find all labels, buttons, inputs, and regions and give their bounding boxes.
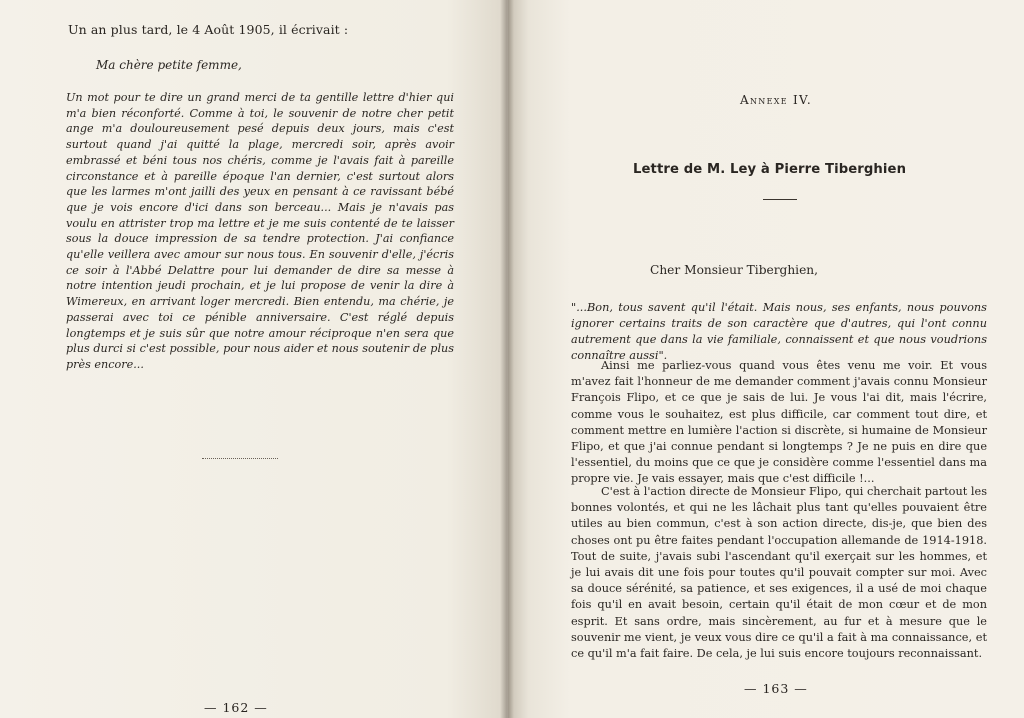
intro-line: Un an plus tard, le 4 Août 1905, il écrivait : (68, 22, 349, 37)
letter-title: Lettre de M. Ley à Pierre Tiberghien (633, 162, 907, 177)
quote-paragraph: "...Bon, tous savent qu'il l'était. Mais nous, ses enfants, nous pouvons ignorer certains traits de son caractère que d'autres, qui l'ont connu autrement que dans la vie familiale, connaissent et que nous voudrions connaître aussi". (571, 301, 987, 362)
page-number-right: — 163 — (744, 681, 808, 696)
book-gutter (500, 0, 514, 718)
right-salutation: Cher Monsieur Tiberghien, (650, 263, 819, 277)
letter-salutation: Ma chère petite femme, (96, 58, 242, 72)
title-rule (763, 199, 797, 200)
left-page (0, 0, 508, 718)
annexe-heading: Annexe IV. (740, 93, 812, 107)
page-number-left: — 162 — (204, 700, 268, 715)
letter-body: Un mot pour te dire un grand merci de ta gentille lettre d'hier qui m'a bien réconforté. Comme à toi, le souvenir de notre cher petit ange m'a douloureusement pesé depuis deux jours, mais c'est surtout quand j'ai quitté la plage, mercredi soir, après avoir embrassé et béni tous nos chéris, comme je l'avais fait à pareille circonstance et à pareille époque l'an dernier, c'est surtout alors que les larmes m'ont jailli des yeux en pensant à ce ravissant bébé que je vois encore d'ici dans son berceau... Mais je n'avais pas voulu en attrister trop ma lettre et je me suis contenté de te laisser sous la douce impression de sa tendre protection. J'ai confiance qu'elle veillera avec amour sur nous tous. En souvenir d'elle, j'écris ce soir à l'Abbé Delattre pour lui demander de dire sa messe à notre intention jeudi prochain, et je lui propose de venir la dire à Wimereux, en arrivant loger mercredi. Bien entendu, ma chérie, je passerai avec toi ce pénible anniversaire. C'est réglé depuis longtemps et je suis sûr que notre amour réciproque n'en sera que plus durci si c'est possible, pour nous aider et nous soutenir de plus près encore... (66, 91, 454, 371)
paragraph-1: Ainsi me parliez-vous quand vous êtes venu me voir. Et vous m'avez fait l'honneur de me demander comment j'avais connu Monsieur François Flipo, et ce que je sais de lui. Je vous l'ai dit, mais l'écrire, comme vous le souhaitez, est plus difficile, car comment tout dire, et comment mettre en lumière l'action si discrète, si humaine de Monsieur Flipo, et que j'ai connue pendant si longtemps ? Je ne puis en dire que l'essentiel, du moins que ce que je considère comme l'essentiel dans ma propre vie. Je vais essayer, mais que c'est difficile !... (571, 359, 987, 486)
section-divider (202, 458, 278, 459)
paragraph-2: C'est à l'action directe de Monsieur Flipo, qui cherchait partout les bonnes volontés, et qui ne les lâchait plus tant qu'elles pouvaient être utiles au bien commun, c'est à son action directe, dis-je, que bien des choses ont pu être faites pendant l'occupation allemande de 1914-1918. Tout de suite, j'avais subi l'ascendant qu'il exerçait sur les hommes, et je lui avais dit une fois pour toutes qu'il pouvait compter sur moi. Avec sa douce sérénité, sa patience, et ses exigences, il a usé de moi chaque fois qu'il en avait besoin, certain qu'il était de mon cœur et de mon esprit. Et sans ordre, mais sincèrement, au fur et à mesure que le souvenir me vient, je veux vous dire ce qu'il a fait à ma connaissance, et ce qu'il m'a fait faire. De cela, je lui suis encore toujours reconnaissant. (571, 485, 987, 661)
